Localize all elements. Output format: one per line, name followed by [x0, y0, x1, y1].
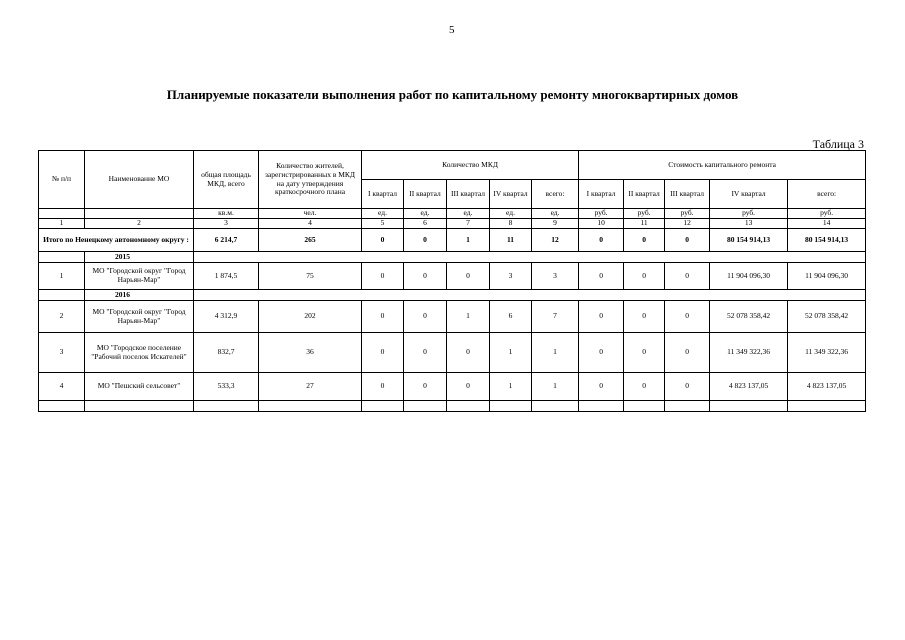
- unit-cell: руб.: [579, 209, 624, 219]
- header-mkd-group: Количество МКД: [362, 151, 579, 180]
- col-number: 14: [788, 219, 866, 229]
- col-number: 2: [85, 219, 194, 229]
- total-mkd-total: 12: [532, 229, 579, 252]
- page-number: 5: [449, 24, 455, 36]
- row-cost-q2: 0: [624, 373, 665, 401]
- unit-cell: ед.: [532, 209, 579, 219]
- unit-cell: руб.: [788, 209, 866, 219]
- empty-cell: [404, 401, 447, 412]
- total-cost-q4: 80 154 914,13: [710, 229, 788, 252]
- row-cost-q3: 0: [665, 263, 710, 290]
- header-cost-q3: III квартал: [665, 180, 710, 209]
- row-mkd-q2: 0: [404, 373, 447, 401]
- year-fill: [194, 252, 866, 263]
- row-residents: 75: [259, 263, 362, 290]
- row-mkd-q3: 1: [447, 301, 490, 333]
- row-mkd-q4: 1: [490, 333, 532, 373]
- row-cost-q1: 0: [579, 373, 624, 401]
- col-number: 13: [710, 219, 788, 229]
- row-mkd-q4: 1: [490, 373, 532, 401]
- header-cost-total: всего:: [788, 180, 866, 209]
- header-cost-q1: I квартал: [579, 180, 624, 209]
- row-area: 533,3: [194, 373, 259, 401]
- row-cost-q3: 0: [665, 373, 710, 401]
- empty-cell: [710, 401, 788, 412]
- row-cost-q2: 0: [624, 263, 665, 290]
- row-cost-total: 4 823 137,05: [788, 373, 866, 401]
- row-residents: 202: [259, 301, 362, 333]
- row-mkd-q4: 3: [490, 263, 532, 290]
- row-area: 832,7: [194, 333, 259, 373]
- row-mo: МО "Городской округ "Город Нарьян-Мар": [85, 301, 194, 333]
- header-mkd-q4: IV квартал: [490, 180, 532, 209]
- header-num: № п/п: [39, 151, 85, 209]
- year-spacer: [39, 252, 85, 263]
- total-cost-total: 80 154 914,13: [788, 229, 866, 252]
- header-row-groups: [39, 151, 866, 180]
- empty-cell: [665, 401, 710, 412]
- unit-cell: кв.м.: [194, 209, 259, 219]
- header-area: общая площадь МКД, всего: [194, 151, 259, 209]
- row-cost-q4: 11 349 322,36: [710, 333, 788, 373]
- table-row: [39, 301, 866, 333]
- year-label: 2015: [85, 252, 194, 263]
- row-cost-q1: 0: [579, 301, 624, 333]
- empty-cell: [39, 401, 85, 412]
- table-caption: Таблица 3: [812, 137, 864, 151]
- col-number: 8: [490, 219, 532, 229]
- col-number: 9: [532, 219, 579, 229]
- row-number: 2: [39, 301, 85, 333]
- col-number: 11: [624, 219, 665, 229]
- row-mkd-q1: 0: [362, 263, 404, 290]
- row-area: 1 874,5: [194, 263, 259, 290]
- unit-cell: [85, 209, 194, 219]
- row-cost-total: 11 904 096,30: [788, 263, 866, 290]
- unit-cell: ед.: [447, 209, 490, 219]
- row-cost-q2: 0: [624, 301, 665, 333]
- empty-cell: [532, 401, 579, 412]
- col-number: 6: [404, 219, 447, 229]
- unit-cell: ед.: [490, 209, 532, 219]
- row-residents: 27: [259, 373, 362, 401]
- row-cost-total: 52 078 358,42: [788, 301, 866, 333]
- total-mkd-q1: 0: [362, 229, 404, 252]
- row-mkd-total: 1: [532, 333, 579, 373]
- repair-plan-table: [38, 150, 866, 412]
- col-number: 7: [447, 219, 490, 229]
- year-fill: [194, 290, 866, 301]
- header-cost-q4: IV квартал: [710, 180, 788, 209]
- row-mkd-q2: 0: [404, 301, 447, 333]
- table-row: [39, 263, 866, 290]
- row-number: 1: [39, 263, 85, 290]
- row-cost-total: 11 349 322,36: [788, 333, 866, 373]
- document-title: Планируемые показатели выполнения работ по капитальному ремонту многоквартирных домов: [166, 87, 739, 102]
- row-mkd-total: 7: [532, 301, 579, 333]
- total-mkd-q2: 0: [404, 229, 447, 252]
- row-mkd-q1: 0: [362, 301, 404, 333]
- row-area: 4 312,9: [194, 301, 259, 333]
- unit-cell: ед.: [404, 209, 447, 219]
- row-cost-q2: 0: [624, 333, 665, 373]
- row-number: 4: [39, 373, 85, 401]
- header-mkd-q3: III квартал: [447, 180, 490, 209]
- total-label: Итого по Ненецкому автономному округу :: [39, 229, 194, 252]
- empty-cell: [194, 401, 259, 412]
- row-mkd-q2: 0: [404, 263, 447, 290]
- header-mo: Наименование МО: [85, 151, 194, 209]
- row-residents: 36: [259, 333, 362, 373]
- row-cost-q4: 52 078 358,42: [710, 301, 788, 333]
- total-mkd-q3: 1: [447, 229, 490, 252]
- row-mkd-q1: 0: [362, 333, 404, 373]
- header-cost-q2: II квартал: [624, 180, 665, 209]
- unit-cell: ед.: [362, 209, 404, 219]
- row-number: 3: [39, 333, 85, 373]
- year-row-2015: [39, 252, 866, 263]
- unit-cell: руб.: [624, 209, 665, 219]
- empty-row: [39, 401, 866, 412]
- col-number: 1: [39, 219, 85, 229]
- total-residents: 265: [259, 229, 362, 252]
- unit-cell: чел.: [259, 209, 362, 219]
- year-spacer: [39, 290, 85, 301]
- empty-cell: [579, 401, 624, 412]
- header-mkd-q2: II квартал: [404, 180, 447, 209]
- col-number: 5: [362, 219, 404, 229]
- col-number: 4: [259, 219, 362, 229]
- total-cost-q2: 0: [624, 229, 665, 252]
- row-mkd-q3: 0: [447, 263, 490, 290]
- header-mkd-q1: I квартал: [362, 180, 404, 209]
- header-mkd-total: всего:: [532, 180, 579, 209]
- table-row: [39, 373, 866, 401]
- row-cost-q3: 0: [665, 301, 710, 333]
- empty-cell: [490, 401, 532, 412]
- row-cost-q3: 0: [665, 333, 710, 373]
- table-row: [39, 333, 866, 373]
- total-mkd-q4: 11: [490, 229, 532, 252]
- col-number: 12: [665, 219, 710, 229]
- total-row: [39, 229, 866, 252]
- unit-cell: руб.: [665, 209, 710, 219]
- header-cost-group: Стоимость капитального ремонта: [579, 151, 866, 180]
- row-mo: МО "Городское поселение "Рабочий поселок Искателей": [85, 333, 194, 373]
- units-row: [39, 209, 866, 219]
- empty-cell: [624, 401, 665, 412]
- row-mkd-q3: 0: [447, 373, 490, 401]
- unit-cell: [39, 209, 85, 219]
- row-mkd-q2: 0: [404, 333, 447, 373]
- empty-cell: [85, 401, 194, 412]
- total-area: 6 214,7: [194, 229, 259, 252]
- row-mkd-total: 1: [532, 373, 579, 401]
- row-cost-q1: 0: [579, 263, 624, 290]
- unit-cell: руб.: [710, 209, 788, 219]
- total-cost-q1: 0: [579, 229, 624, 252]
- header-residents: Количество жителей, зарегистрированных в МКД на дату утверждения краткосрочного плана: [259, 151, 362, 209]
- row-mo: МО "Пешский сельсовет": [85, 373, 194, 401]
- row-cost-q1: 0: [579, 333, 624, 373]
- empty-cell: [788, 401, 866, 412]
- row-cost-q4: 11 904 096,30: [710, 263, 788, 290]
- total-cost-q3: 0: [665, 229, 710, 252]
- column-numbers-row: [39, 219, 866, 229]
- row-mkd-q1: 0: [362, 373, 404, 401]
- empty-cell: [259, 401, 362, 412]
- row-mo: МО "Городской округ "Город Нарьян-Мар": [85, 263, 194, 290]
- col-number: 10: [579, 219, 624, 229]
- year-label: 2016: [85, 290, 194, 301]
- empty-cell: [447, 401, 490, 412]
- year-row-2016: [39, 290, 866, 301]
- row-mkd-total: 3: [532, 263, 579, 290]
- row-cost-q4: 4 823 137,05: [710, 373, 788, 401]
- row-mkd-q3: 0: [447, 333, 490, 373]
- row-mkd-q4: 6: [490, 301, 532, 333]
- empty-cell: [362, 401, 404, 412]
- col-number: 3: [194, 219, 259, 229]
